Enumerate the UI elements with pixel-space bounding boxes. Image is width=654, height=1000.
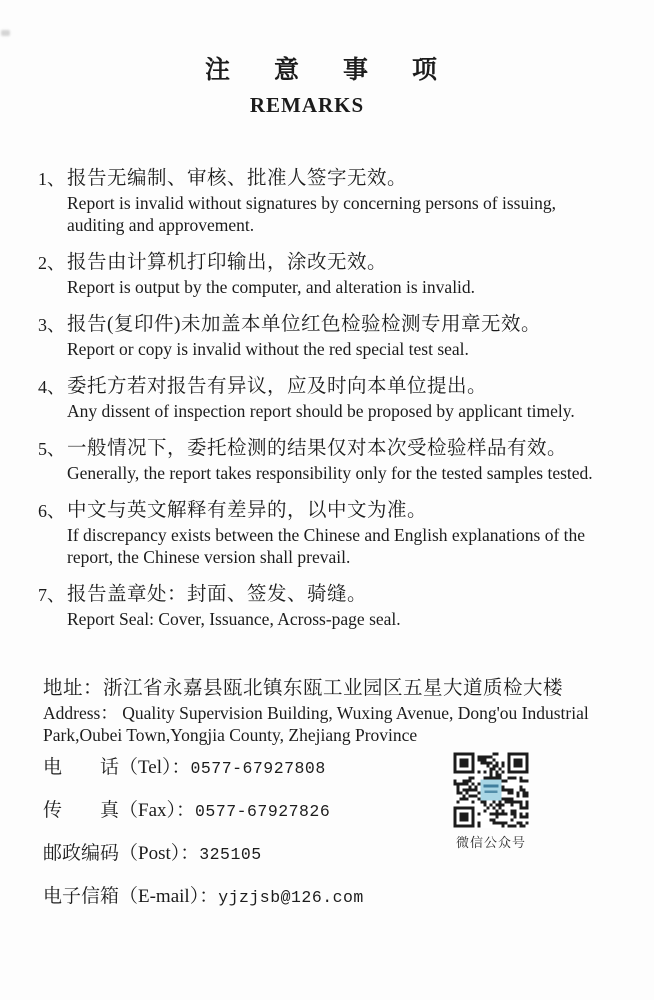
note-body [67,374,617,422]
contact-row-tel [43,757,443,779]
page-subtitle: REMARKS [249,93,365,117]
note-item [38,166,618,236]
note-number: 4、 [38,377,65,397]
contact-value: yjzjsb@126.com [218,888,364,907]
note-number: 6、 [38,501,65,521]
address-block [43,676,635,746]
note-text-en: Report or copy is invalid without the red special test seal. [67,339,469,359]
note-number: 5、 [38,439,65,459]
wechat-qr-code-image [453,752,529,828]
wechat-qr-block [444,752,538,851]
address-zh: 地址：浙江省永嘉县瓯北镇东瓯工业园区五星大道质检大楼 [43,678,564,699]
note-body [67,498,617,568]
note-text-zh: 报告由计算机打印输出，涂改无效。 [67,252,388,273]
note-body [67,582,617,630]
contact-label: 电子信箱（E-mail）： [43,886,219,907]
note-body [67,166,617,236]
note-text-zh: 一般情况下，委托检测的结果仅对本次受检验样品有效。 [67,438,568,459]
note-number: 3、 [38,315,65,335]
note-text-en: If discrepancy exists between the Chinese and English explanations of the report, the Chinese version shall prevail. [67,525,586,567]
wechat-qr-label: 微信公众号 [455,835,526,850]
page-title [0,50,654,86]
note-item [38,312,618,360]
contact-list [43,757,443,929]
contact-row-email [43,886,443,908]
note-text-en: Report is output by the computer, and alteration is invalid. [67,277,476,297]
contact-value: 325105 [199,845,262,864]
contact-value: 0577-67927826 [195,802,331,821]
note-item [38,436,618,484]
address-en: Address： Quality Supervision Building, Wuxing Avenue, Dong'ou Industrial Park,Oubei Town,Yongjia County, Zhejiang Province [43,703,589,745]
note-item [38,582,618,630]
note-text-en: Report is invalid without signatures by concerning persons of issuing, auditing and approvement. [67,193,556,235]
note-text-en: Any dissent of inspection report should be proposed by applicant timely. [67,401,575,421]
note-item [38,250,618,298]
note-text-en: Generally, the report takes responsibility only for the tested samples tested. [67,463,593,483]
note-number: 1、 [38,169,65,189]
page-title-text: 注意事项 [204,57,481,84]
contact-row-fax [43,800,443,822]
note-text-zh: 报告(复印件)未加盖本单位红色检验检测专用章无效。 [67,314,541,335]
note-text-zh: 委托方若对报告有异议，应及时向本单位提出。 [67,376,488,397]
contact-label: 邮政编码（Post）： [43,843,200,864]
contact-value: 0577-67927808 [190,759,326,778]
note-number: 2、 [38,253,65,273]
note-item [38,374,618,422]
note-text-zh: 中文与英文解释有差异的，以中文为准。 [67,500,428,521]
scan-smudge-mark [1,30,10,36]
note-text-zh: 报告无编制、审核、批准人签字无效。 [67,168,408,189]
note-body [67,312,617,360]
note-text-en: Report Seal: Cover, Issuance, Across-page seal. [67,609,401,629]
contact-label: 电 话（Tel）： [43,757,191,778]
note-body [67,250,617,298]
contact-row-post [43,843,443,865]
note-body [67,436,617,484]
note-text-zh: 报告盖章处：封面、签发、骑缝。 [67,584,368,605]
note-item [38,498,618,568]
notes-list [38,166,618,644]
contact-label: 传 真（Fax）： [43,800,196,821]
note-number: 7、 [38,585,65,605]
